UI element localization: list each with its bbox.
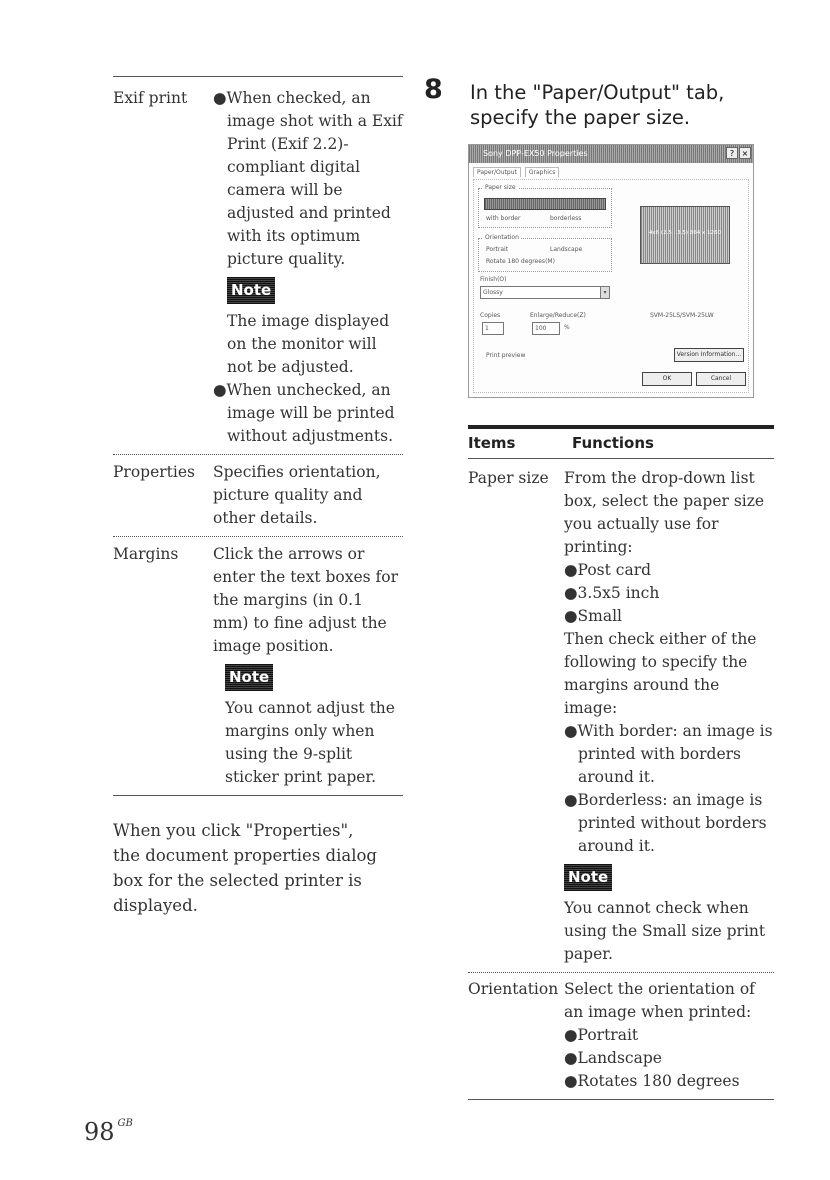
- def-paper-size: From the drop-down list box, select the paper size you actually use for printing: ●Post card ●3.5x5 inch ●Small Then check either of the following to specify the margins around the image: ●With border: an image is printed with borders around it. ●Borderless: an image is printed without borders around it. Note You cannot check when using the Small size print paper.: [564, 467, 774, 966]
- region-code: GB: [117, 1118, 133, 1129]
- margins-body: Click the arrows or enter the text boxes for the margins (in 0.1 mm) to fine adjust the image position.: [213, 545, 399, 655]
- paper-preview: [640, 206, 730, 264]
- dialog-tabs: [469, 163, 753, 177]
- header-functions: Functions: [572, 434, 654, 452]
- tab-graphics[interactable]: Graphics: [525, 167, 560, 177]
- model-label: SVM-25LS/SVM-25LW: [650, 312, 714, 319]
- landscape-radio[interactable]: Landscape: [550, 246, 583, 253]
- term-margins: Margins: [113, 545, 179, 563]
- borderless-radio[interactable]: borderless: [550, 215, 582, 222]
- row-exif-print: [113, 77, 403, 454]
- list-item: ●Rotates 180 degrees: [564, 1072, 740, 1090]
- percent-label: %: [564, 324, 570, 331]
- orientation-group: Orientation: [478, 238, 612, 272]
- dialog-body: [473, 179, 749, 393]
- copies-spinner[interactable]: 1: [482, 322, 504, 335]
- with-border-radio[interactable]: with border: [486, 215, 521, 222]
- dialog-title: Sony DPP-EX50 Properties: [483, 149, 588, 158]
- step-instruction: In the "Paper/Output" tab, specify the paper size.: [470, 81, 725, 129]
- preview-size-label: 4x6 (2.5 : 3.5) 864 x 1260: [648, 230, 722, 236]
- def-orientation: Select the orientation of an image when printed: ●Portrait ●Landscape ●Rotates 180 degrees: [564, 978, 774, 1093]
- table-header: [468, 425, 774, 452]
- version-info-button[interactable]: Version Information...: [674, 348, 744, 362]
- enlarge-label: Enlarge/Reduce(Z): [530, 312, 586, 319]
- table-bottom-rule: [113, 795, 403, 796]
- list-item: ●With border: an image is printed with borders around it.: [564, 722, 773, 786]
- paper-size-group: Paper size: [478, 188, 612, 228]
- close-button[interactable]: ×: [739, 147, 751, 159]
- left-column: [113, 76, 403, 918]
- right-column: [424, 74, 774, 1090]
- table-bottom-rule: [468, 1099, 774, 1100]
- paper-size-dropdown[interactable]: [484, 198, 606, 210]
- term-orientation: Orientation: [468, 980, 559, 998]
- properties-dialog-screenshot: [468, 144, 754, 398]
- ok-button[interactable]: OK: [642, 372, 692, 386]
- step-number: 8: [424, 74, 443, 105]
- tab-paper-output[interactable]: Paper/Output: [473, 167, 521, 177]
- list-item: ●3.5x5 inch: [564, 584, 660, 602]
- row-margins: [113, 537, 403, 795]
- list-item: ●Portrait: [564, 1026, 639, 1044]
- bullet-checked: ●When checked, an image shot with a Exif Print (Exif 2.2)-compliant digital camera will be adjusted and printed with its optimum picture quality.: [213, 89, 403, 268]
- title-buttons: [726, 147, 751, 159]
- row-orientation: [468, 973, 774, 1099]
- header-rule: [468, 458, 774, 459]
- note-badge: Note: [227, 277, 275, 304]
- portrait-radio[interactable]: Portrait: [486, 246, 509, 253]
- dialog-title-bar: [469, 145, 753, 163]
- note-text: You cannot adjust the margins only when using the 9-split sticker print paper.: [225, 699, 395, 786]
- list-item: ●Post card: [564, 561, 652, 579]
- list-item: ●Small: [564, 607, 623, 625]
- term-paper-size: Paper size: [468, 469, 549, 487]
- copies-label: Copies: [480, 312, 501, 319]
- page-number: 98 $^{GB}$: [84, 1118, 133, 1146]
- def-properties: Specifies orientation, picture quality and other details.: [213, 463, 381, 527]
- enlarge-spinner[interactable]: 100: [532, 322, 560, 335]
- list-item: ●Borderless: an image is printed without borders around it.: [564, 791, 767, 855]
- row-paper-size: [468, 467, 774, 972]
- note-block: [213, 658, 403, 789]
- term-exif-print: Exif print: [113, 89, 188, 107]
- def-margins: [213, 543, 403, 789]
- rotate-checkbox[interactable]: Rotate 180 degrees(M): [486, 258, 555, 265]
- row-properties: [113, 455, 403, 536]
- note-text: The image displayed on the monitor will not be adjusted.: [227, 312, 390, 376]
- term-properties: Properties: [113, 463, 195, 481]
- def-exif-print: [213, 87, 403, 448]
- chevron-down-icon: ▾: [600, 287, 609, 298]
- functions-table: [468, 467, 774, 1100]
- finish-label: Finish(O): [480, 276, 507, 283]
- list-item: ●Landscape: [564, 1049, 662, 1067]
- bullet-unchecked: ●When unchecked, an image will be printed without adjustments.: [213, 381, 395, 445]
- step-8: [424, 74, 774, 140]
- note-block: [213, 271, 403, 379]
- cancel-button[interactable]: Cancel: [696, 372, 746, 386]
- finish-dropdown[interactable]: Glossy ▾: [480, 286, 610, 299]
- print-preview-checkbox[interactable]: Print preview: [486, 352, 526, 359]
- properties-paragraph: When you click "Properties", the document properties dialog box for the selected printer is displayed.: [113, 821, 377, 915]
- note-text: You cannot check when using the Small size print paper.: [564, 899, 766, 963]
- note-badge: Note: [564, 864, 612, 891]
- help-button[interactable]: ?: [726, 147, 738, 159]
- header-items: Items: [468, 434, 516, 452]
- note-badge: Note: [225, 664, 273, 691]
